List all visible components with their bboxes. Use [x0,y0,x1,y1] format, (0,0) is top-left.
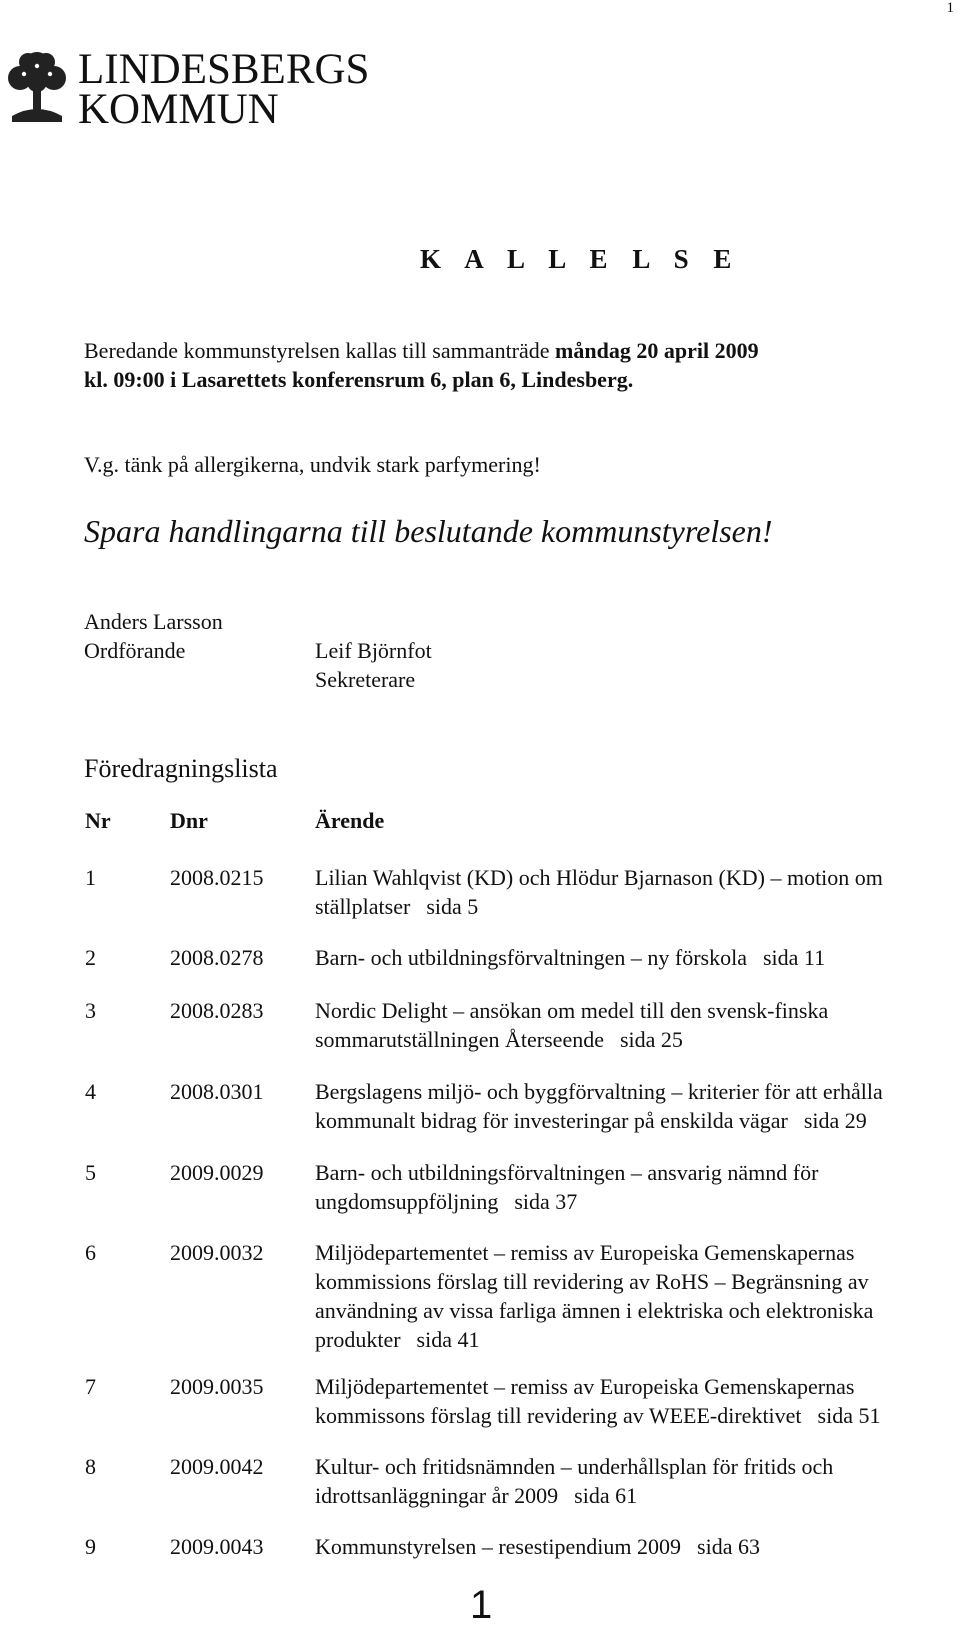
agenda-item-line [315,1296,955,1325]
agenda-item-line [315,1481,955,1510]
agenda-item-nr: 4 [85,1079,96,1104]
agenda-item-line-text: ungdomsuppföljning [315,1189,499,1214]
agenda-item-line-text: ställplatser [315,894,411,919]
agenda-item-line-text: Lilian Wahlqvist (KD) och Hlödur Bjarnason (KD) – motion om [315,865,883,890]
column-header-arende: Ärende [315,808,385,833]
chair-role: Ordförande [84,638,186,663]
agenda-item-line-text: idrottsanläggningar år 2009 [315,1483,559,1508]
agenda-item-nr: 3 [85,998,96,1023]
intro-time-place: kl. 09:00 i Lasarettets konferensrum 6, plan 6, Lindesberg. [84,367,634,392]
intro-date: måndag 20 april 2009 [555,338,759,363]
allergy-note: V.g. tänk på allergikerna, undvik stark parfymering! [84,452,541,477]
agenda-item-line [315,1532,955,1561]
logo-line-1: LINDESBERGS [78,46,370,93]
agenda-item-line-text: kommunalt bidrag för investeringar på enskilda vägar [315,1108,788,1133]
agenda-item-page: sida 61 [574,1483,638,1508]
agenda-item-dnr: 2009.0035 [170,1374,264,1399]
agenda-item-page: sida 51 [817,1403,881,1428]
agenda-item-page: sida 63 [697,1534,760,1559]
agenda-item-line [315,996,955,1025]
agenda-item-line [315,1401,955,1430]
keep-documents-notice: Spara handlingarna till beslutande kommunstyrelsen! [84,513,773,549]
agenda-item-dnr: 2008.0301 [170,1079,264,1104]
logo-wordmark [78,46,370,133]
agenda-item-line [315,892,955,921]
agenda-item-page: sida 5 [426,894,479,919]
logo-line-2: KOMMUN [78,86,279,133]
column-header-nr: Nr [85,808,111,833]
agenda-item-page: sida 37 [514,1189,578,1214]
tree-emblem-icon [2,44,72,126]
agenda-item-line-text: kommissons förslag till revidering av WEEE-direktivet [315,1403,802,1428]
agenda-item-text [315,1372,955,1430]
agenda-item-dnr: 2009.0032 [170,1240,264,1265]
agenda-item-line [315,1238,955,1267]
agenda-item-line-text: Barn- och utbildningsförvaltningen – ny förskola [315,945,747,970]
agenda-item-nr: 2 [85,945,96,970]
secretary-signature [315,636,432,694]
intro-paragraph [84,336,884,394]
agenda-item-dnr: 2009.0043 [170,1534,264,1559]
agenda-item-page: sida 29 [803,1108,867,1133]
agenda-item-text [315,1238,955,1354]
agenda-item-line [315,863,955,892]
column-header-dnr: Dnr [170,808,208,833]
agenda-item-line [315,943,955,972]
municipality-logo [2,44,382,133]
agenda-item-nr: 5 [85,1160,96,1185]
agenda-item-line-text: kommissions förslag till revidering av RoHS – Begränsning av [315,1269,869,1294]
document-title: K A L L E L S E [420,244,741,274]
agenda-item-dnr: 2008.0278 [170,945,264,970]
agenda-item-page: sida 11 [762,945,826,970]
agenda-item-line-text: Kultur- och fritidsnämnden – underhållsplan för fritids och [315,1454,834,1479]
agenda-item-text [315,1158,955,1216]
agenda-item-text [315,996,955,1054]
agenda-item-text [315,863,955,921]
agenda-item-line-text: användning av vissa farliga ämnen i elektriska och elektroniska [315,1298,874,1323]
chair-signature [84,607,223,665]
agenda-item-line-text: Nordic Delight – ansökan om medel till den svensk-finska [315,998,829,1023]
agenda-item-nr: 7 [85,1374,96,1399]
agenda-item-line [315,1187,955,1216]
agenda-item-nr: 1 [85,865,96,890]
agenda-item-page: sida 25 [619,1027,683,1052]
agenda-item-nr: 8 [85,1454,96,1479]
agenda-item-line [315,1077,955,1106]
agenda-item-line-text: sommarutställningen Återseende [315,1027,604,1052]
agenda-item-dnr: 2009.0029 [170,1160,264,1185]
agenda-item-line [315,1452,955,1481]
agenda-item-text [315,1077,955,1135]
agenda-item-dnr: 2009.0042 [170,1454,264,1479]
page-number-footer: 1 [470,1583,493,1627]
agenda-item-line-text: produkter [315,1327,401,1352]
secretary-name: Leif Björnfot [315,638,432,663]
agenda-item-line [315,1325,955,1354]
page-number-top: 1 [946,0,954,16]
secretary-role: Sekreterare [315,667,416,692]
agenda-item-text [315,1532,955,1561]
agenda-item-line [315,1372,955,1401]
agenda-item-line-text: Miljödepartementet – remiss av Europeiska Gemenskapernas [315,1240,855,1265]
agenda-item-dnr: 2008.0283 [170,998,264,1023]
agenda-item-nr: 9 [85,1534,96,1559]
agenda-item-text [315,1452,955,1510]
agenda-item-line [315,1267,955,1296]
agenda-item-line [315,1025,955,1054]
agenda-heading: Föredragningslista [84,754,278,783]
agenda-item-page: sida 41 [416,1327,480,1352]
agenda-item-line-text: Miljödepartementet – remiss av Europeiska Gemenskapernas [315,1374,855,1399]
agenda-item-text [315,943,955,972]
intro-text: Beredande kommunstyrelsen kallas till sammanträde [84,338,556,363]
agenda-item-nr: 6 [85,1240,96,1265]
agenda-item-line-text: Bergslagens miljö- och byggförvaltning – kriterier för att erhålla [315,1079,883,1104]
agenda-item-line-text: Kommunstyrelsen – resestipendium 2009 [315,1534,682,1559]
agenda-item-dnr: 2008.0215 [170,865,264,890]
agenda-item-line [315,1106,955,1135]
chair-name: Anders Larsson [84,609,223,634]
agenda-item-line [315,1158,955,1187]
agenda-item-line-text: Barn- och utbildningsförvaltningen – ansvarig nämnd för [315,1160,819,1185]
